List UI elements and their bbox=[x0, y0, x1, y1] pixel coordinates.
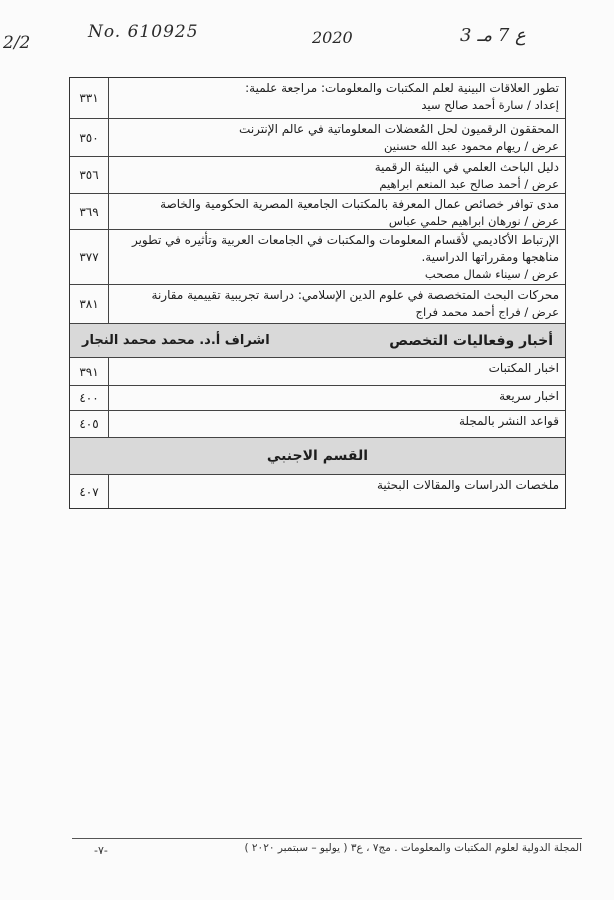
section-title: القسم الاجنبي bbox=[266, 448, 369, 464]
section-title: أخبار وفعاليات التخصص bbox=[389, 332, 553, 349]
toc-entry-author: عرض / سيناء شمال مصحب bbox=[424, 267, 559, 281]
toc-row bbox=[70, 475, 565, 508]
footer-page-number: -٧- bbox=[94, 844, 108, 857]
section-header-news bbox=[70, 324, 565, 358]
toc-page-number: ٣٩١ bbox=[70, 358, 109, 385]
handwritten-page-note: 2/2 bbox=[3, 33, 31, 53]
toc-entry-title: اخبار سريعة bbox=[499, 389, 559, 403]
handwritten-year: 2020 bbox=[312, 28, 353, 47]
toc-entry-author: عرض / فراج أحمد محمد فراج bbox=[415, 305, 559, 319]
toc-entry-title: الإرتباط الأكاديمي لأقسام المعلومات والمكتبات في الجامعات العربية وتأثيره في تطوير مناهجها ومقرراتها الدراسية. bbox=[131, 233, 559, 264]
footer-journal: المجلة الدولية لعلوم المكتبات والمعلومات . مج٧ ، ع٣ ( يوليو – سبتمبر ٢٠٢٠ ) bbox=[244, 842, 582, 854]
toc-entry-title: اخبار المكتبات bbox=[488, 361, 559, 375]
toc-row bbox=[70, 285, 565, 324]
toc-page-number: ٣٧٧ bbox=[70, 230, 109, 284]
toc-row bbox=[70, 194, 565, 230]
toc-row bbox=[70, 157, 565, 194]
footer-divider bbox=[72, 838, 582, 839]
toc-page-number: ٤٠٥ bbox=[70, 411, 109, 437]
toc-page-number: ٣٣١ bbox=[70, 78, 109, 118]
toc-entry-title: مدى توافر خصائص عمال المعرفة بالمكتبات الجامعية المصرية الحكومية والخاصة bbox=[160, 197, 559, 211]
toc-page-number: ٤٠٧ bbox=[70, 475, 109, 508]
toc-entry-title: دليل الباحث العلمي في البيئة الرقمية bbox=[374, 160, 559, 174]
toc-entry-author: إعداد / سارة أحمد صالح سيد bbox=[421, 98, 559, 112]
handwritten-ref: 3 ع 7 مـ bbox=[460, 25, 526, 46]
toc-entry-title: المحققون الرقميون لحل المُعضلات المعلوماتية في عالم الإنترنت bbox=[239, 122, 559, 136]
toc-entry-title: محركات البحث المتخصصة في علوم الدين الإسلامي: دراسة تجريبية تقييمية مقارنة bbox=[151, 288, 559, 302]
handwritten-number: No. 610925 bbox=[88, 22, 199, 42]
section-header-foreign bbox=[70, 438, 565, 475]
toc-page-number: ٣٦٩ bbox=[70, 194, 109, 229]
toc-row bbox=[70, 386, 565, 411]
toc-row bbox=[70, 78, 565, 119]
toc-page-number: ٣٨١ bbox=[70, 285, 109, 323]
toc-entry-author: عرض / نورهان ابراهيم حلمي عباس bbox=[388, 214, 559, 228]
toc-page-number: ٣٥٠ bbox=[70, 119, 109, 156]
toc-row bbox=[70, 358, 565, 386]
toc-page-number: ٣٥٦ bbox=[70, 157, 109, 193]
toc-entry-title: ملخصات الدراسات والمقالات البحثية bbox=[377, 478, 559, 492]
toc-entry-title: تطور العلاقات البينية لعلم المكتبات والمعلومات: مراجعة علمية: bbox=[245, 81, 559, 95]
toc-entry-author: عرض / أحمد صالح عبد المنعم ابراهيم bbox=[379, 177, 559, 191]
section-supervisor: اشراف أ.د. محمد محمد النجار bbox=[82, 333, 270, 348]
toc-entry-author: عرض / ريهام محمود عبد الله حسنين bbox=[384, 139, 559, 153]
toc-row bbox=[70, 119, 565, 157]
toc-row bbox=[70, 230, 565, 285]
toc-entry-title: قواعد النشر بالمجلة bbox=[458, 414, 559, 428]
toc-row bbox=[70, 411, 565, 438]
toc-page-number: ٤٠٠ bbox=[70, 386, 109, 410]
table-of-contents bbox=[69, 77, 566, 509]
